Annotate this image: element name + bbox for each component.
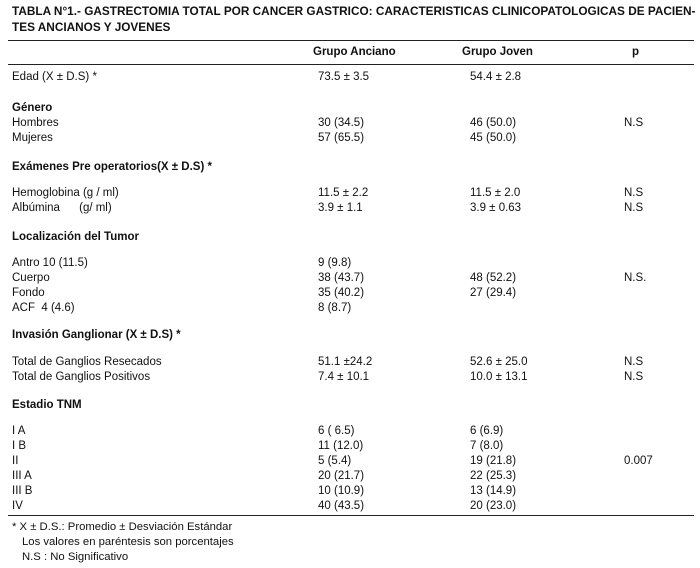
- bottom-rule: [8, 515, 694, 516]
- row-label: Edad (X ± D.S) *: [12, 71, 97, 83]
- row-label: Albúmina (g/ ml): [12, 202, 112, 214]
- cell-p: N.S: [624, 202, 644, 214]
- table-row-hemoglobina: [0, 186, 700, 201]
- table-row-iiia: [0, 469, 700, 484]
- section-heading: Género: [12, 102, 53, 114]
- table-row-iiib: [0, 484, 700, 499]
- cell-anciano: 3.9 ± 1.1: [318, 202, 363, 214]
- row-label: II: [12, 455, 19, 467]
- cell-joven: 13 (14.9): [470, 485, 517, 497]
- header-rule: [8, 64, 694, 65]
- row-label: Hombres: [12, 117, 59, 129]
- cell-joven: 19 (21.8): [470, 455, 517, 467]
- row-label: III A: [12, 470, 32, 482]
- section-heading: Estadio TNM: [12, 399, 82, 411]
- cell-joven: 22 (25.3): [470, 470, 517, 482]
- cell-anciano: 57 (65.5): [318, 132, 365, 144]
- row-label: Mujeres: [12, 132, 53, 144]
- row-label: III B: [12, 485, 33, 497]
- table-row-hombres: [0, 116, 700, 131]
- cell-p: N.S: [624, 117, 644, 129]
- footnote-1: * X ± D.S.: Promedio ± Desviación Estándar: [12, 521, 233, 533]
- section-heading: Exámenes Pre operatorios(X ± D.S) *: [12, 161, 212, 173]
- cell-anciano: 9 (9.8): [318, 257, 352, 269]
- table-row-ib: [0, 439, 700, 454]
- cell-joven: 10.0 ± 13.1: [470, 371, 528, 383]
- cell-joven: 11.5 ± 2.0: [470, 187, 521, 199]
- table-row-ia: [0, 424, 700, 439]
- section-estadio: [0, 398, 700, 413]
- cell-joven: 52.6 ± 25.0: [470, 356, 528, 368]
- footnote-2: Los valores en paréntesis son porcentajes: [22, 536, 234, 548]
- table-title: [12, 3, 696, 35]
- table-row-cuerpo: [0, 271, 700, 286]
- title-line-1: TABLA N°1.- GASTRECTOMIA TOTAL POR CANCER GASTRICO: CARACTERISTICAS CLINICOPATOLOGICAS DE PACIEN-: [12, 4, 696, 18]
- table-row-ii: [0, 454, 700, 469]
- cell-anciano: 35 (40.2): [318, 287, 365, 299]
- row-label: Fondo: [12, 287, 45, 299]
- column-header-joven: Grupo Joven: [462, 46, 533, 58]
- cell-joven: 7 (8.0): [470, 440, 504, 452]
- cell-anciano: 7.4 ± 10.1: [318, 371, 370, 383]
- row-label: Hemoglobina (g / ml): [12, 187, 119, 199]
- row-label: ACF 4 (4.6): [12, 302, 75, 314]
- cell-anciano: 38 (43.7): [318, 272, 365, 284]
- cell-joven: 54.4 ± 2.8: [470, 71, 522, 83]
- row-label: IV: [12, 500, 23, 512]
- cell-anciano: 11 (12.0): [318, 440, 364, 452]
- cell-anciano: 20 (21.7): [318, 470, 365, 482]
- cell-anciano: 11.5 ± 2.2: [318, 187, 369, 199]
- top-rule: [8, 40, 694, 41]
- row-label: Antro 10 (11.5): [12, 257, 88, 269]
- cell-joven: 48 (52.2): [470, 272, 517, 284]
- title-line-2: TES ANCIANOS Y JOVENES: [12, 20, 171, 34]
- cell-anciano: 51.1 ±24.2: [318, 356, 373, 368]
- cell-anciano: 30 (34.5): [318, 117, 365, 129]
- cell-p: N.S: [624, 187, 644, 199]
- cell-p: 0.007: [624, 455, 653, 467]
- cell-joven: 27 (29.4): [470, 287, 517, 299]
- cell-p: N.S.: [624, 272, 647, 284]
- table-row-antro: [0, 256, 700, 271]
- cell-p: N.S: [624, 371, 644, 383]
- cell-anciano: 73.5 ± 3.5: [318, 71, 370, 83]
- row-label: I A: [12, 425, 26, 437]
- cell-anciano: 8 (8.7): [318, 302, 352, 314]
- table-row-edad: [0, 70, 700, 85]
- table-row-iv: [0, 499, 700, 514]
- cell-joven: 3.9 ± 0.63: [470, 202, 522, 214]
- column-header-anciano: Grupo Anciano: [313, 46, 396, 58]
- section-examenes: [0, 160, 700, 175]
- table-row-fondo: [0, 286, 700, 301]
- section-invasion: [0, 328, 700, 343]
- cell-anciano: 5 (5.4): [318, 455, 352, 467]
- section-genero: [0, 101, 700, 116]
- cell-joven: 20 (23.0): [470, 500, 517, 512]
- cell-p: N.S: [624, 356, 644, 368]
- cell-anciano: 40 (43.5): [318, 500, 365, 512]
- row-label: Cuerpo: [12, 272, 50, 284]
- section-localizacion: [0, 230, 700, 245]
- table-row-albumina: [0, 201, 700, 216]
- cell-joven: 46 (50.0): [470, 117, 517, 129]
- cell-joven: 45 (50.0): [470, 132, 517, 144]
- table-row-resecados: [0, 355, 700, 370]
- cell-anciano: 10 (10.9): [318, 485, 365, 497]
- footnote-3: N.S : No Significativo: [22, 551, 129, 563]
- row-label: I B: [12, 440, 27, 452]
- row-label: Total de Ganglios Positivos: [12, 371, 151, 383]
- column-header-p: p: [632, 46, 640, 58]
- section-heading: Invasión Ganglionar (X ± D.S) *: [12, 329, 181, 341]
- table-row-acf: [0, 301, 700, 316]
- cell-anciano: 6 ( 6.5): [318, 425, 355, 437]
- row-label: Total de Ganglios Resecados: [12, 356, 162, 368]
- table-row-mujeres: [0, 131, 700, 146]
- cell-joven: 6 (6.9): [470, 425, 504, 437]
- section-heading: Localización del Tumor: [12, 231, 139, 243]
- table-row-positivos: [0, 370, 700, 385]
- footnotes: [12, 520, 234, 565]
